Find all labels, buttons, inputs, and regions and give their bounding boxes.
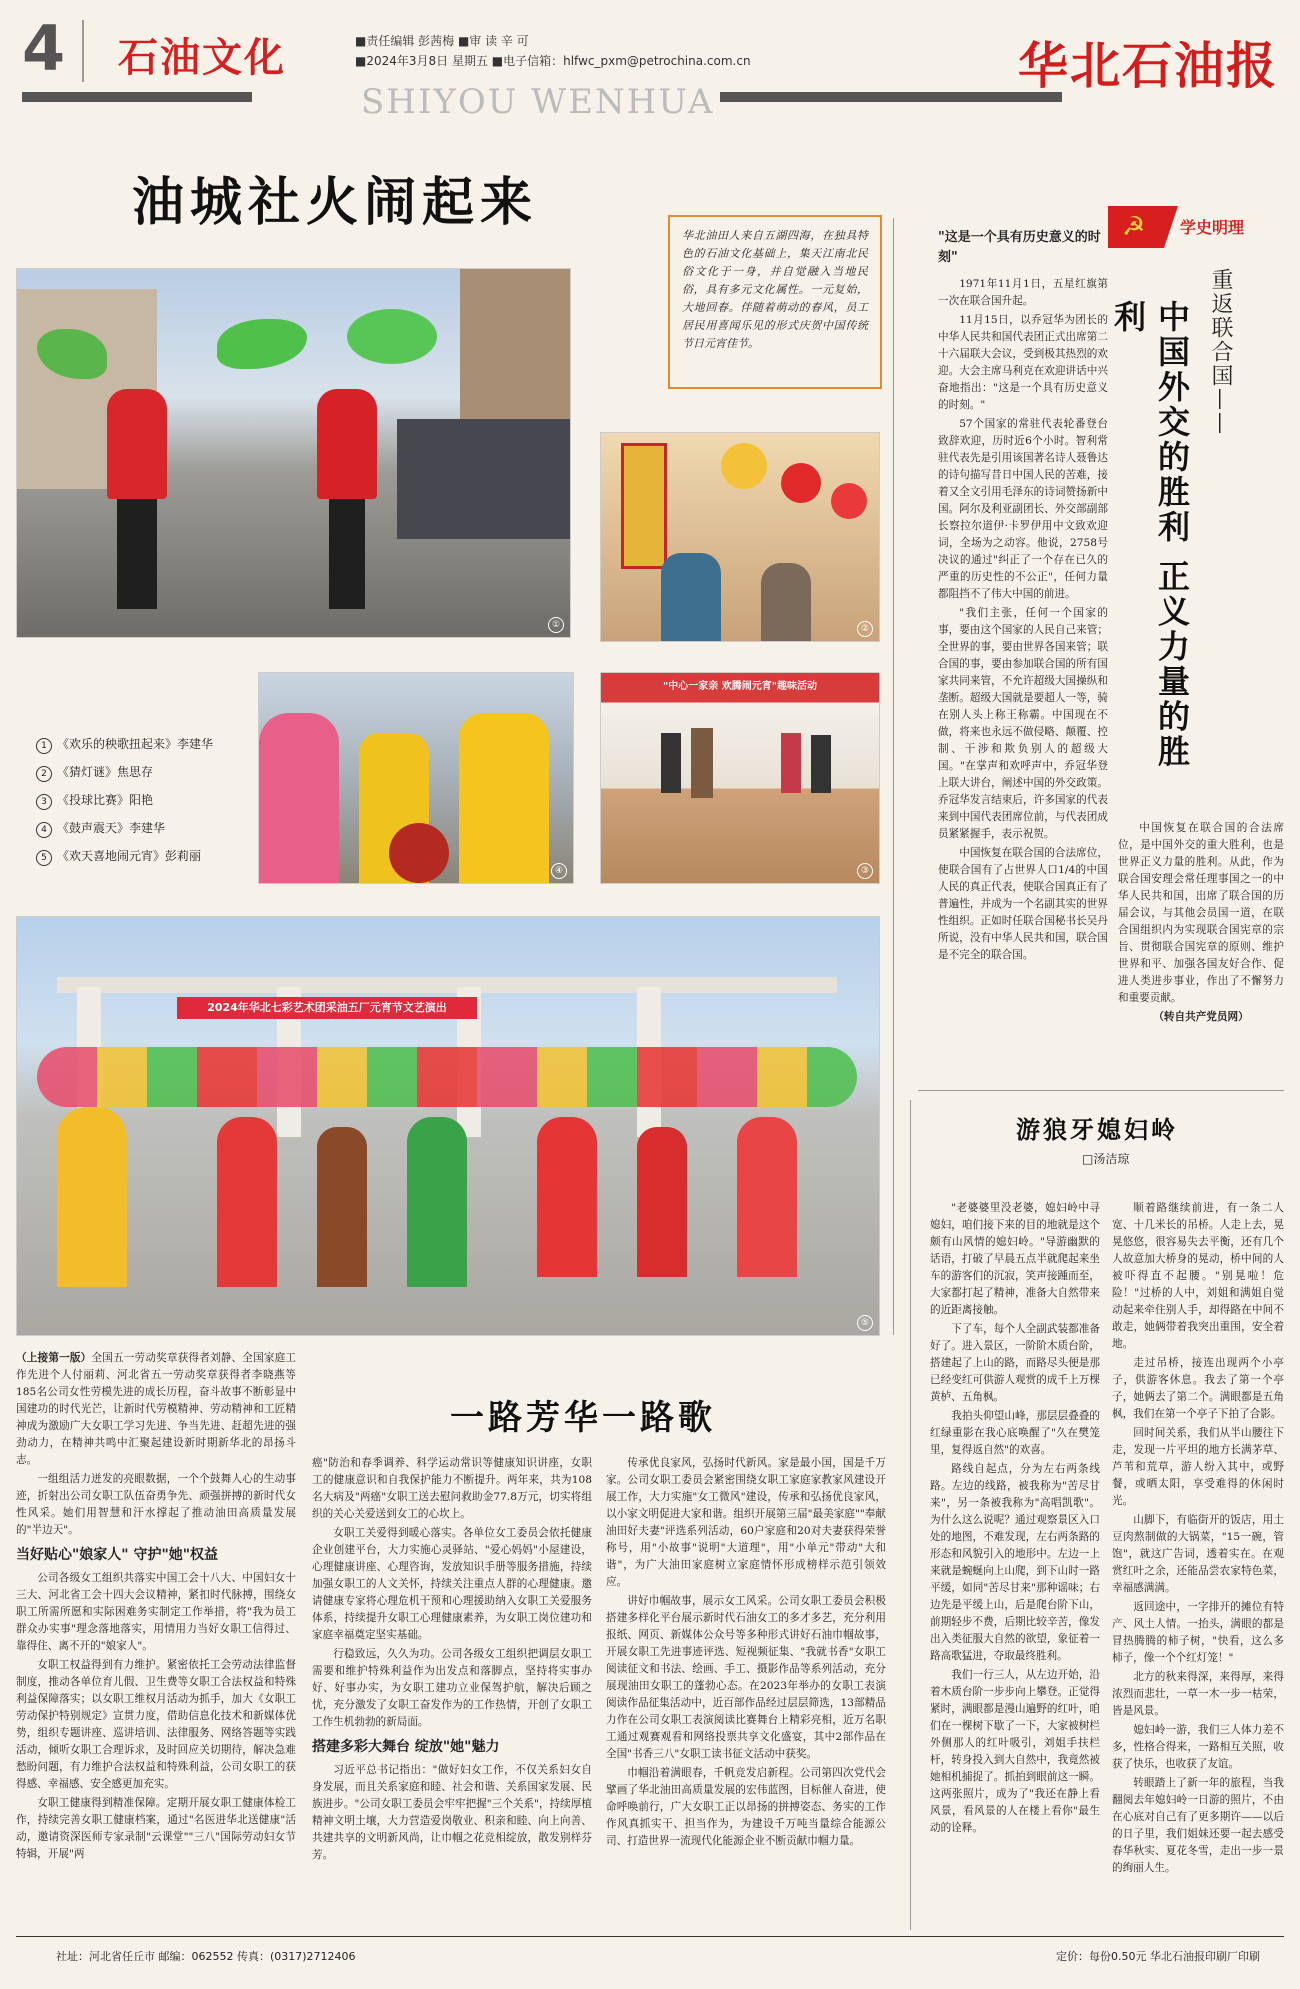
subhead: 搭建多彩大舞台 绽放"她"魅力 [312, 1739, 500, 1755]
paragraph: 公司各级女工组织共落实中国工会十八大、中国妇女十三大、河北省工会十四大会议精神，紧扣时代脉搏，围绕女职工所需所愿和实际困难务实制定工作举措，将"我为员工群众办实事"理念落地落实，用情用力当好女职工信得过、靠得住、离不开的"娘家人"。 [16, 1572, 296, 1652]
section-divider [918, 1090, 1284, 1091]
photo-number: ② [857, 621, 873, 637]
paragraph: 行稳致远，久久为功。公司各级女工组织把调层女职工需要和维护特殊利益作为出发点和落脚点，坚持将实事办好、好事办实，为女职工建功立业保驾护航，解决后顾之忧，充分激发了女职工奋发作为的工作热情，开创了女职工工作生机勃勃的新局面。 [312, 1648, 592, 1728]
photo-drums [258, 672, 574, 884]
article-title: 一路芳华一路歌 [450, 1398, 716, 1438]
paragraph: 巾帼沿着满眼春，千帆竞发启新程。公司第四次党代会擘画了华北油田高质量发展的宏伟蓝图，目标催人奋进，使命呼唤前行，广大女职工正以昂扬的拼搏姿态、务实的工作作风真抓实干、担当作为，为建设千万吨当量综合能源公司、打造世界一流现代化能源企业不断贡献巾帼力量。 [606, 1767, 886, 1847]
intro-box [668, 215, 882, 389]
photo-lantern-festival [16, 916, 880, 1336]
photo-ball-game [600, 672, 880, 884]
badge-label: 学史明理 [1180, 218, 1245, 237]
caption-list [36, 730, 213, 870]
article-col3 [606, 1455, 886, 1925]
paragraph: 媳妇岭一游，我们三人体力差不多，性格合得来，一路相互关照，收获了快乐，也收获了友谊。 [1112, 1724, 1284, 1770]
caption-item: 2 《猜灯谜》焦思存 [36, 758, 213, 786]
section-pinyin: SHIYOU WENHUA [355, 82, 720, 122]
paragraph: 1971年11月1日，五星红旗第一次在联合国升起。 [938, 278, 1108, 307]
subhead: 当好贴心"娘家人" 守护"她"权益 [16, 1547, 219, 1563]
photo-yangge [16, 268, 571, 638]
footer-address: 社址：河北省任丘市 邮编：062552 传真：(0317)2712406 [56, 1950, 356, 1963]
photo-number: ① [548, 617, 564, 633]
history-title: 中国外交的胜利 正义力量的胜利 [1109, 300, 1191, 770]
paragraph: 路线自起点，分为左右两条线路。左边的线路，被我称为"苦尽甘来"，另一条被我称为"高唱凯歌"。为什么这么说呢？通过观察景区入口处的地图，不难发现，左右两条路的形态和风貌引入的地形中。左边一上来就是蜿蜒向上山爬，到下山时一路平缓，如同"苦尽甘来"那种谣味；右边先是平缓上山，后是爬台阶下山，前期轻步不费，后期比较辛苦，像发出入类征服大自然的欲望，象征着一路高歌猛进，夺取最终胜利。 [930, 1463, 1100, 1662]
paragraph: "我们主张，任何一个国家的事，要由这个国家的人民自己来管；全世界的事，要由世界各国来管；联合国的事，要由参加联合国的所有国家共同来管，不允许超级大国操纵和垄断。超级大国就是要超人一等，骑在别人头上称王称霸。中国现在不做，将来也永远不做侵略、颠覆、控制、干涉和欺负别人的超级大国。"在掌声和欢呼声中，乔冠华登上联大讲台，阐述中国的外交政策。乔冠华发言结束后，许多国家的代表来到中国代表团席位前，与代表团成员紧紧握手，表示祝贺。 [938, 607, 1108, 840]
editor-line: ■责任编辑 彭茜梅 ■审 读 辛 可 [355, 34, 529, 48]
column-divider [893, 218, 894, 1335]
paragraph: 北方的秋来得深，来得厚，来得浓烈而悲壮，一草一木一步一枯荣，皆是风景。 [1112, 1671, 1284, 1717]
paragraph: 山脚下，有临街开的饭店，用土豆肉熬制做的大锅菜，"15一碗，管饱"，就这广告词，透着实在。在观赏红叶之余，还能品尝农家特色菜，幸福感满满。 [1112, 1514, 1284, 1594]
source-note: （转自共产党员网） [1153, 1011, 1249, 1023]
paragraph: 顺着路继续前进，有一条二人宽、十几米长的吊桥。人走上去，晃晃悠悠，很容易失去平衡，还有几个人故意加大桥身的晃动，桥中间的人被吓得直不起腰。"别晃啦！危险！"过桥的人中，刘姐和满姐自觉动起来牵住别人手，却得路在中间不敢走，她俩带着我突出重围，安全着地。 [1112, 1202, 1284, 1350]
history-col2 [1118, 820, 1284, 1028]
caption-item: 3 《投球比赛》阳艳 [36, 786, 213, 814]
caption-item: 1 《欢乐的秧歌扭起来》李建华 [36, 730, 213, 758]
paragraph: 我拍头仰望山峰，那层层叠叠的红绿重影在我心底唤醒了"久在樊笼里，复得返自然"的欢喜。 [930, 1410, 1100, 1456]
paragraph: 讲好巾帼故事，展示女工风采。公司女职工委员会积极搭建多样化平台展示新时代石油女工的多才多艺，充分利用报纸、网页、新媒体公众号等多种形式讲好石油巾帼故事，开展女职工先进事迹评选、短视频征集、"我就书香"女职工阅读征文和书法、绘画、手工、摄影作品等系列活动，充分展现油田女职工的蓬勃心态。在2023年举办的女职工表演阅读作品征集活动中，近百部作品经过层层筛选，13部精品力作在公司女职工表演阅读比赛舞台上精彩亮相，近万名职工通过观赛观看和网络投票共享文化盛宴，其中2部作品在全国"书香三八"女职工读书征文活动中获奖。 [606, 1595, 886, 1760]
banner-text: 2024年华北七彩艺术团采油五厂元宵节文艺演出 [177, 997, 477, 1019]
footer-rule [16, 1936, 1284, 1937]
caption-item: 5 《欢天喜地闹元宵》彭莉丽 [36, 842, 213, 870]
caption-item: 4 《鼓声震天》李建华 [36, 814, 213, 842]
banner-text: "中心一家亲 欢腾闹元宵"趣味活动 [663, 681, 817, 692]
feature-title: 油城社火闹起来 [132, 173, 539, 233]
paragraph: 我们一行三人，从左边开始，沿着木质台阶一步步向上攀登。正觉得紧时，满眼都是漫山遍野的红叶，咱们在一棵树下歇了一下，大家被树栏外侧那人的红叶吸引，刘姐手扶栏杆，转身投入到大自然中，我竟然被她相机捕捉了。抓拍到眼前这一瞬。这两张照片，成为了"我还在静上看风景，看风景的人在楼上看你"最生动的诠释。 [930, 1669, 1100, 1834]
paragraph: 57个国家的常驻代表轮番登台致辞欢迎，历时近6个小时。智利常驻代表先是引用该国著名诗人聂鲁达的诗句描写昔日中国人民的苦难，接着又全文引用毛泽东的诗词赞扬新中国。阿尔及利亚副团长、外交部副部长察拉尔道伊·卡罗伊用中文致欢迎词，全场为之动容。他说，2758号决议的通过"纠正了一个存在已久的严重的历史性的不公正"，任何力量都阻挡不了伟大中国的前进。 [938, 418, 1108, 600]
paragraph: 传承优良家风，弘扬时代新风。家是最小国，国是千万家。公司女职工委员会紧密围绕女职工家庭家教家风建设开展工作，大力实施"女工微风"建设，传承和弘扬优良家风，以小家文明促进大家和谐。组织开展第三届"最美家庭""奉献油田好夫妻"评选系列活动，60户家庭和20对夫妻获得荣誉称号，用"小故事"说明"大道理"，用"小单元"带动"大和谐"，为广大油田家庭树立家庭情怀形成榜样示范引领效应。 [606, 1457, 886, 1588]
photo-lantern-riddle [600, 432, 880, 642]
essay-title: 游狼牙媳妇岭 [1016, 1116, 1178, 1144]
date-line: ■2024年3月8日 星期五 ■电子信箱：hlfwc_pxm@petrochina.com.cn [355, 54, 751, 68]
essay-author: □汤洁琼 [1082, 1152, 1130, 1166]
photo-number: ⑤ [857, 1315, 873, 1331]
history-col1 [938, 276, 1108, 1066]
history-kicker: 重返联合国—— [1208, 268, 1233, 436]
essay-col2 [1112, 1200, 1284, 1920]
footer-price: 定价：每份0.50元 华北石油报印刷厂印刷 [1056, 1950, 1260, 1963]
column-divider [910, 1100, 911, 1930]
paragraph: 11月15日，以乔冠华为团长的中华人民共和国代表团正式出席第二十六届联大会议，受到极其热烈的欢迎。大会主席马利克在欢迎讲话中兴奋地指出："这是一个具有历史意义的时刻。" [938, 314, 1108, 411]
article-col2 [312, 1455, 592, 1925]
history-subhead: "这是一个具有历史意义的时刻" [938, 230, 1101, 265]
page-number: 4 [22, 12, 66, 85]
divider [82, 20, 84, 82]
paragraph: 中国恢复在联合国的合法席位，是中国外交的重大胜利，也是世界正义力量的胜利。从此，作为联合国安理会常任理事国之一的中华人民共和国，出席了联合国的历届会议，与其他会员国一道，在联合国组织内为实现联合国宪章的宗旨、贯彻联合国宪章的原则、维护世界和平、加强各国友好合作、促进人类进步事业，作出了不懈努力和重要贡献。 [1118, 822, 1284, 1004]
paragraph: 癌"防治和春季调养、科学运动常识等健康知识讲座，女职工的健康意识和自我保护能力不断提升。两年来，共为108名大病及"两癌"女职工送去慰问救助金77.8万元，切实将组织的关心关爱送到女工的心坎上。 [312, 1457, 592, 1520]
paragraph: 返回途中，一字排开的摊位有特产、风土人情。一抬头，满眼的都是冒热腾腾的柿子树，"快看，这么多柿子，像一个个红灯笼！" [1112, 1601, 1284, 1664]
paragraph: 女职工权益得到有力维护。紧密依托工会劳动法律监督制度，推动各单位育儿假、卫生费等女职工合法权益和特殊利益保障落实；以女职工维权月活动为抓手，加大《女职工劳动保护特别规定》宣贯力度，借助信息化技术和新媒体优势，组织专题讲座、巡讲培训、法律服务、网络答题等实践活动，倾听女职工合理诉求，及时回应关切期待，解决急难愁盼问题，有力维护合法权益和特殊利益，公司女职工的获得感、幸福感、安全感更加充实。 [16, 1659, 296, 1790]
paragraph: 回时间关系，我们从半山腰往下走，发现一片平坦的地方长满茅草、芦苇和荒草，游人纷入其中，或野餐，或晒太阳，享受难得的休闲时光。 [1112, 1427, 1284, 1507]
paragraph: 习近平总书记指出："做好妇女工作，不仅关系妇女自身发展，而且关系家庭和睦、社会和谐、关系国家发展、民族进步。"公司女职工委员会牢牢把握"三个关系"，持续厚植精神文明土壤，大力营造爱岗敬业、积亲和睦、向上向善、共建共享的文明新风尚，让巾帼之花竞相绽放，散发别样芬芳。 [312, 1764, 592, 1861]
paragraph: 一组组活力迸发的亮眼数据，一个个鼓舞人心的生动事迹，折射出公司女职工队伍奋勇争先、顽强拼搏的新时代女性风采。她们用智慧和汗水撑起了推动油田高质量发展的"半边天"。 [16, 1473, 296, 1536]
intro-text: 华北油田人来自五湖四海，在独具特色的石油文化基础上，集天江南北民俗文化于一身，并自觉融入当地民俗，具有多元文化属性。一元复始，大地回春。伴随着萌动的春风，员工居民用喜闻乐见的形式庆贺中国传统节日元宵佳节。 [682, 229, 868, 350]
section-title: 石油文化 [118, 35, 286, 81]
continued-tag: （上接第一版） [16, 1352, 92, 1364]
paragraph: 女职工健康得到精准保障。定期开展女职工健康体检工作，持续完善女职工健康档案，通过"名医进华北送健康"活动，邀请资深医师专家录制"云课堂""三八"国际劳动妇女节特辑，开展"两 [16, 1797, 296, 1860]
paragraph: 全国五一劳动奖章获得者刘静、全国家庭工作先进个人付丽莉、河北省五一劳动奖章获得者李晓燕等185名公司女性劳模先进的成长历程，奋斗故事不断彰显中国建功的时代光芒，让新时代劳模精神、劳动精神和工匠精神成为激励广大女职工学习先进、争当先进、赶超先进的强劲动力，在精神共鸣中汇聚起建设新时期新华北的昂扬斗志。 [16, 1352, 296, 1466]
photo-number: ④ [551, 863, 567, 879]
paragraph: "老婆婆里没老婆，媳妇岭中寻媳妇，咱们接下来的目的地就是这个颇有山风情的媳妇岭。"导游幽默的话语，打破了早晨五点半就爬起来坐车的游客们的沉寂，笑声接踵而至，大家都打起了精神，准备大自然带来的近距离接触。 [930, 1202, 1100, 1316]
essay-col1 [930, 1200, 1100, 1920]
newspaper-logo: 华北石油报 [1018, 36, 1278, 95]
paragraph: 走过吊桥，接连出现两个小亭子，供游客休息。我去了第一个亭子，她俩去了第二个。满眼都是五角枫，我们在第一个亭子下拍了合影。 [1112, 1357, 1284, 1420]
hammer-sickle-icon: ☭ [1122, 212, 1146, 242]
article-col1 [16, 1350, 296, 1925]
badge [1108, 206, 1278, 248]
paragraph: 下了车，每个人全副武装都准备好了。进入景区，一阶阶木质台阶，搭建起了上山的路，而路尽头便是那已经变红可供游人观赏的成千上万棵黄栌、五角枫。 [930, 1323, 1100, 1403]
paragraph: 女职工关爱得到暖心落实。各单位女工委员会依托健康企业创建平台，大力实施心灵驿站、"爱心妈妈"小屋建设，心理健康讲座、心理咨询，发放知识手册等服务措施，持续加强女职工的人文关怀，持续关注重点人群的心理健康。邀请健康专家将心理危机干预和心理援助纳入女职工关爱服务体系，持续提升女职工心理健康素养，为女职工岗位建功和家庭幸福奠定坚实基础。 [312, 1527, 592, 1641]
paragraph: 中国恢复在联合国的合法席位，使联合国有了占世界人口1/4的中国人民的真正代表，使联合国真正有了普遍性，并成为一个名副其实的世界性组织。正如时任联合国秘书长吴丹所说，没有中华人民共和国，联合国是不完全的联合国。 [938, 847, 1108, 961]
paragraph: 转眼踏上了新一年的旅程，当我翻阅去年媳妇岭一日游的照片，不由在心底对自己有了更多期许——以后的日子里，我们姐妹还要一起去感受春华秋实、夏花冬雪，走出一步一景的绚丽人生。 [1112, 1777, 1284, 1874]
photo-number: ③ [857, 863, 873, 879]
